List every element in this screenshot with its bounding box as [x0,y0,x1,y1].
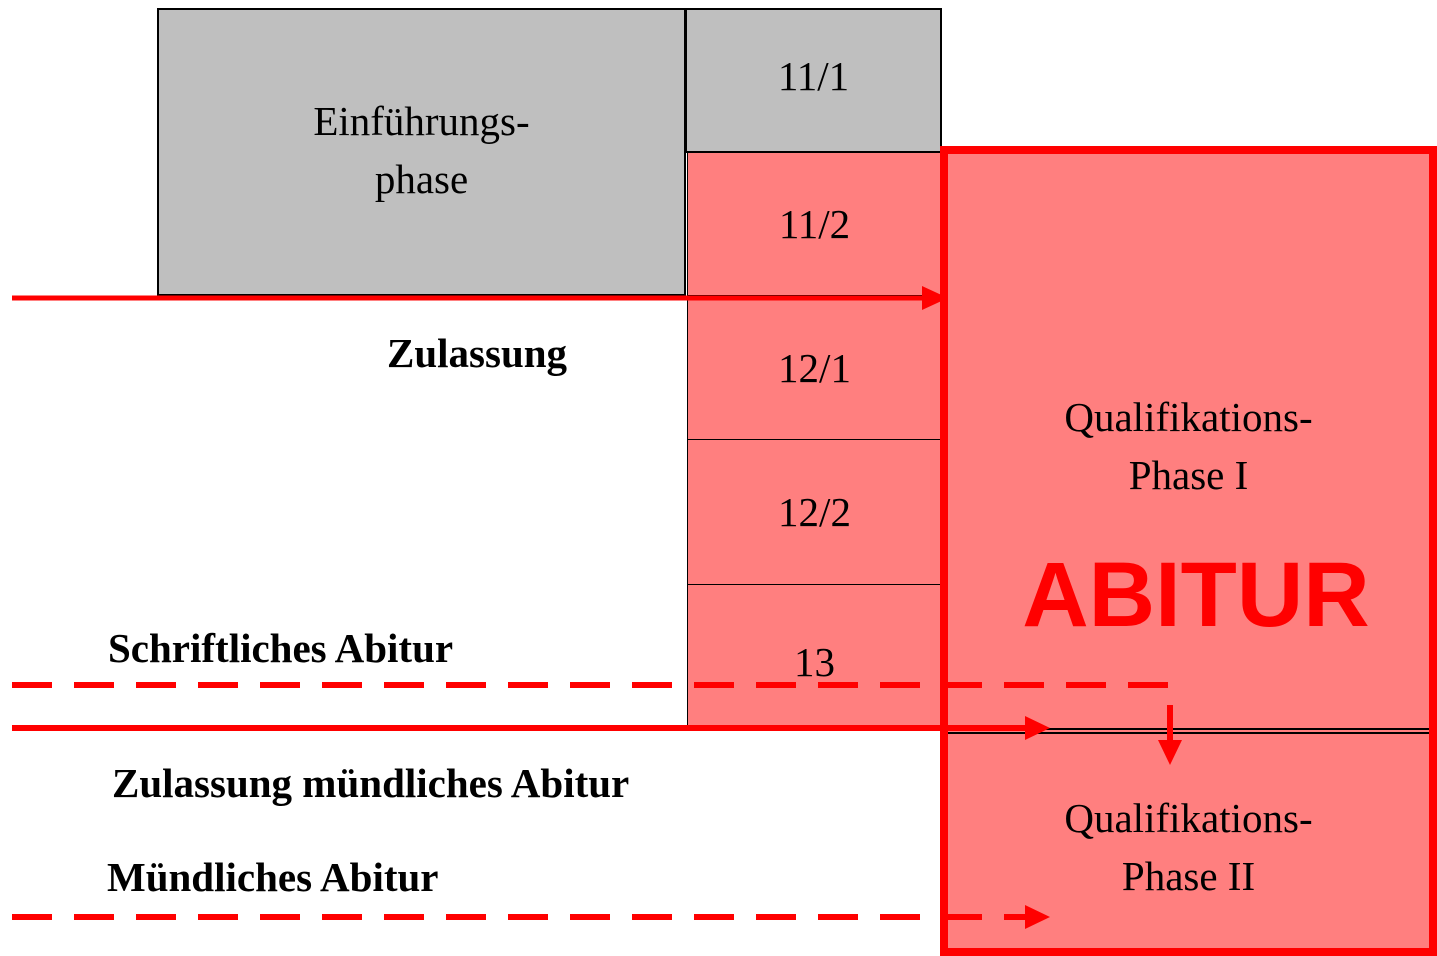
qualifikationsphase-2-line2: Phase II [1121,853,1256,899]
semester-12-1-label: 12/1 [778,344,851,391]
qualifikationsphase-2-line1: Qualifikations- [1064,795,1313,841]
semester-12-2-label: 12/2 [778,489,851,535]
semester-13-label: 13 [794,638,835,685]
label-muendliches-abitur: Mündliches Abitur [107,854,439,900]
muendliches-abitur-arrow-head [1025,905,1050,929]
qualifikationsphase-1-line2: Phase I [1128,452,1249,498]
zulassung-muendlich-arrow-head [1025,716,1050,740]
label-zulassung-muendliches-abitur: Zulassung mündliches Abitur [112,760,630,806]
qualifikationsphase-1-line1: Qualifikations- [1064,394,1313,440]
abitur-title: ABITUR [1022,544,1370,646]
einfuehrungsphase-line1: Einführungs- [313,97,530,144]
semester-11-2-label: 11/2 [778,201,851,247]
einfuehrungsphase-line2: phase [374,155,469,202]
schriftliches-abitur-arrow-head [1158,740,1182,765]
label-schriftliches-abitur: Schriftliches Abitur [108,625,454,671]
semester-11-1-label: 11/1 [777,52,850,99]
schriftliches-abitur-arrow-line [12,685,1170,742]
zulassung-arrow-head [922,286,948,310]
label-zulassung: Zulassung [387,330,568,376]
